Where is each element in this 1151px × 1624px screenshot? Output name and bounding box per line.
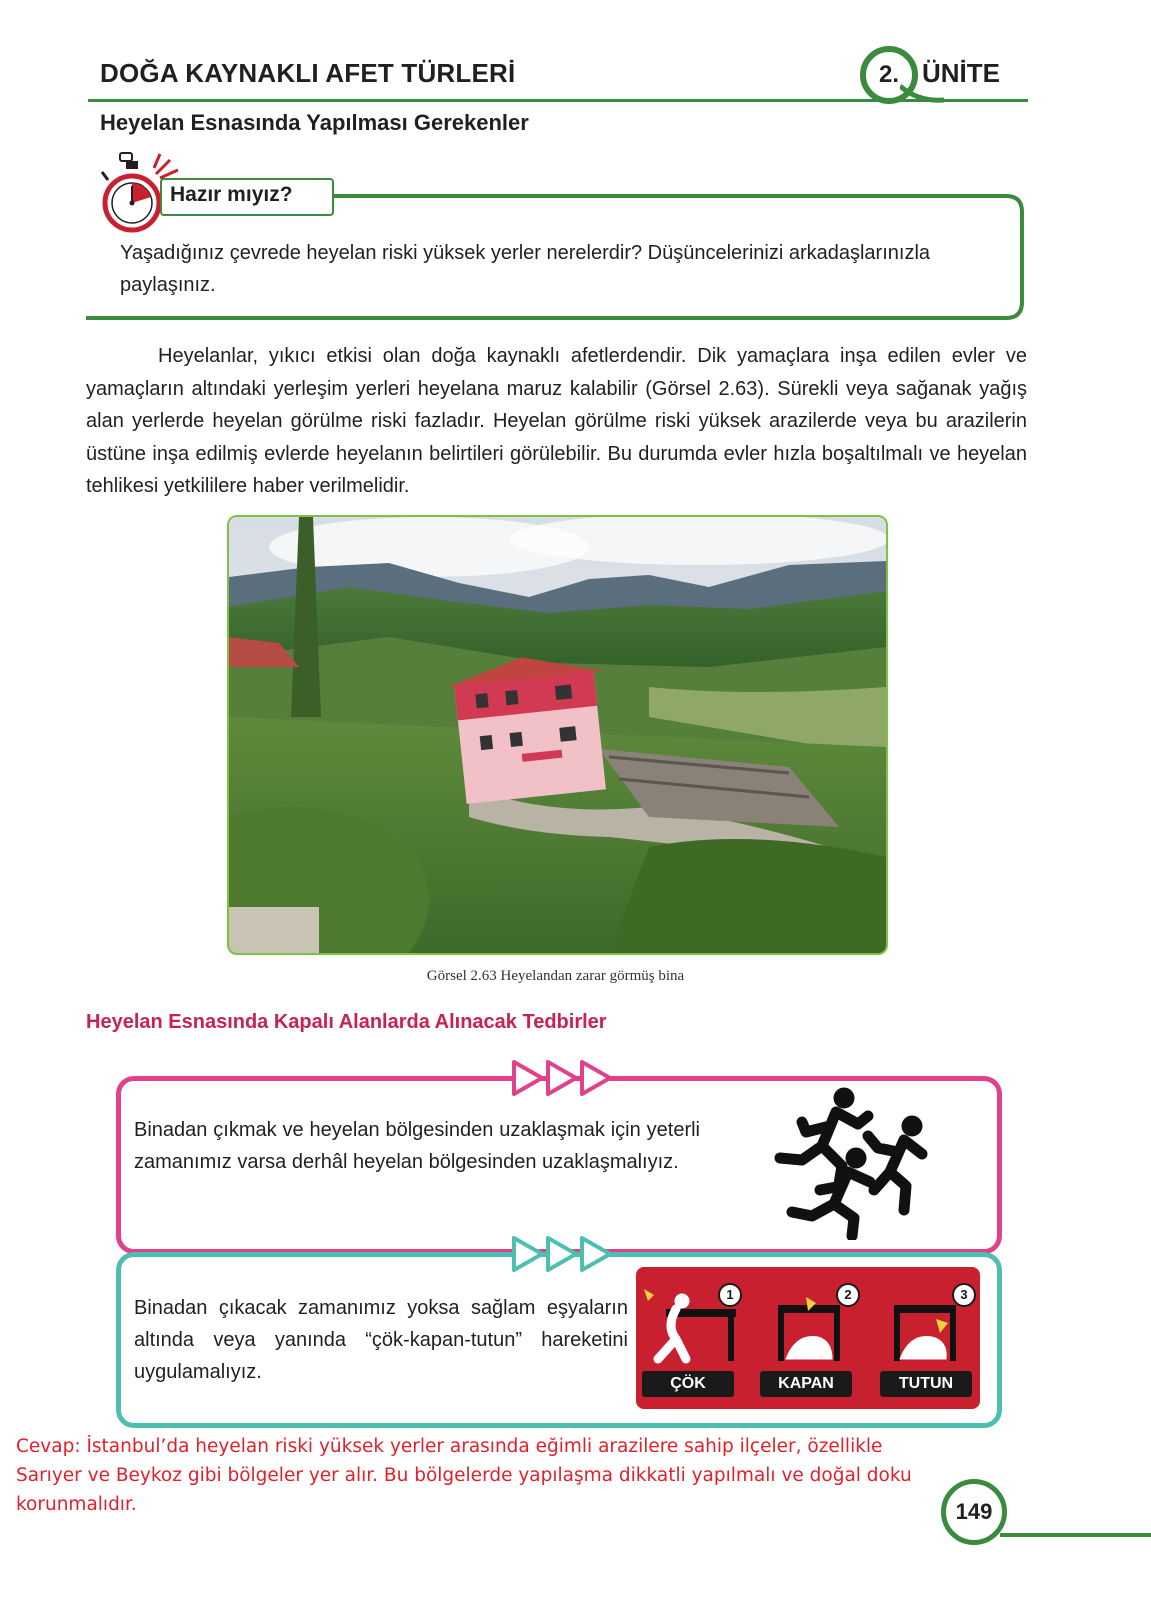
footer-rule: [1000, 1533, 1151, 1537]
body-paragraph: Heyelanlar, yıkıcı etkisi olan doğa kaynaklı afetlerdendir. Dik yamaçlara inşa edilen evler ve yamaçların altındaki yerleşim yerleri heyelana maruz kalabilir (Görsel 2.63). Sürekli veya sağanak yağış alan yerlerde heyelan görülme riski fazladır. Heyelan görülme riski yüksek arazilerde veya bu arazilerin üstüne inşa edilmiş evlerde heyelanın belirtileri görülebilir. Bu durumda evler hızla boşaltılmalı ve heyelan tehlikesi yetkililere haber verilmelidir.: [86, 345, 1027, 497]
unit-label: ÜNİTE: [922, 58, 1000, 88]
page-number: 149: [941, 1479, 1007, 1545]
teal-arrows-icon: [508, 1234, 618, 1274]
step-number-badge: 2: [836, 1283, 860, 1307]
figure-caption: Görsel 2.63 Heyelandan zarar görmüş bina: [426, 968, 685, 984]
step-number-badge: 1: [718, 1283, 742, 1307]
drop-cover-hold-panel: [636, 1267, 980, 1409]
section-title: Heyelan Esnasında Yapılması Gerekenler: [100, 110, 529, 135]
unit-number-badge: 2.: [860, 46, 918, 104]
header-divider: [88, 99, 1028, 102]
pink-arrows-icon: [508, 1058, 618, 1098]
unit-title: DOĞA KAYNAKLI AFET TÜRLERİ: [100, 58, 516, 88]
step-label-drop: ÇÖK: [642, 1371, 734, 1397]
hazir-label: Hazır mıyız?: [170, 183, 293, 206]
step-number-badge: 3: [952, 1283, 976, 1307]
landslide-photo: [227, 515, 888, 955]
hazir-question: Yaşadığınız çevrede heyelan riski yüksek yerler nerelerdir? Düşüncelerinizi arkadaşlarınızla paylaşınız.: [120, 242, 931, 296]
measure-evacuate-text: Binadan çıkmak ve heyelan bölgesinden uzaklaşmak için yeterli zamanımız varsa derhâl heyelan bölgesinden uzaklaşmalıyız.: [134, 1119, 700, 1173]
header-badge-tail: [900, 84, 950, 104]
step-label-cover: KAPAN: [760, 1371, 852, 1397]
measures-title: Heyelan Esnasında Kapalı Alanlarda Alınacak Tedbirler: [86, 1011, 607, 1033]
running-people-icon: [772, 1086, 934, 1240]
measure-shelter-text: Binadan çıkacak zamanımız yoksa sağlam eşyaların altında veya yanında “çök-kapan-tutun” hareketini uygulamalıyız.: [134, 1297, 628, 1383]
step-label-hold: TUTUN: [880, 1371, 972, 1397]
answer-text: Cevap: İstanbul’da heyelan riski yüksek yerler arasında eğimli arazilere sahip ilçeler, özellikle Sarıyer ve Beykoz gibi bölgeler yer alır. Bu bölgelerde yapılaşma dikkatli yapılmalı ve doğal doku korunmalıdır.: [16, 1436, 912, 1515]
